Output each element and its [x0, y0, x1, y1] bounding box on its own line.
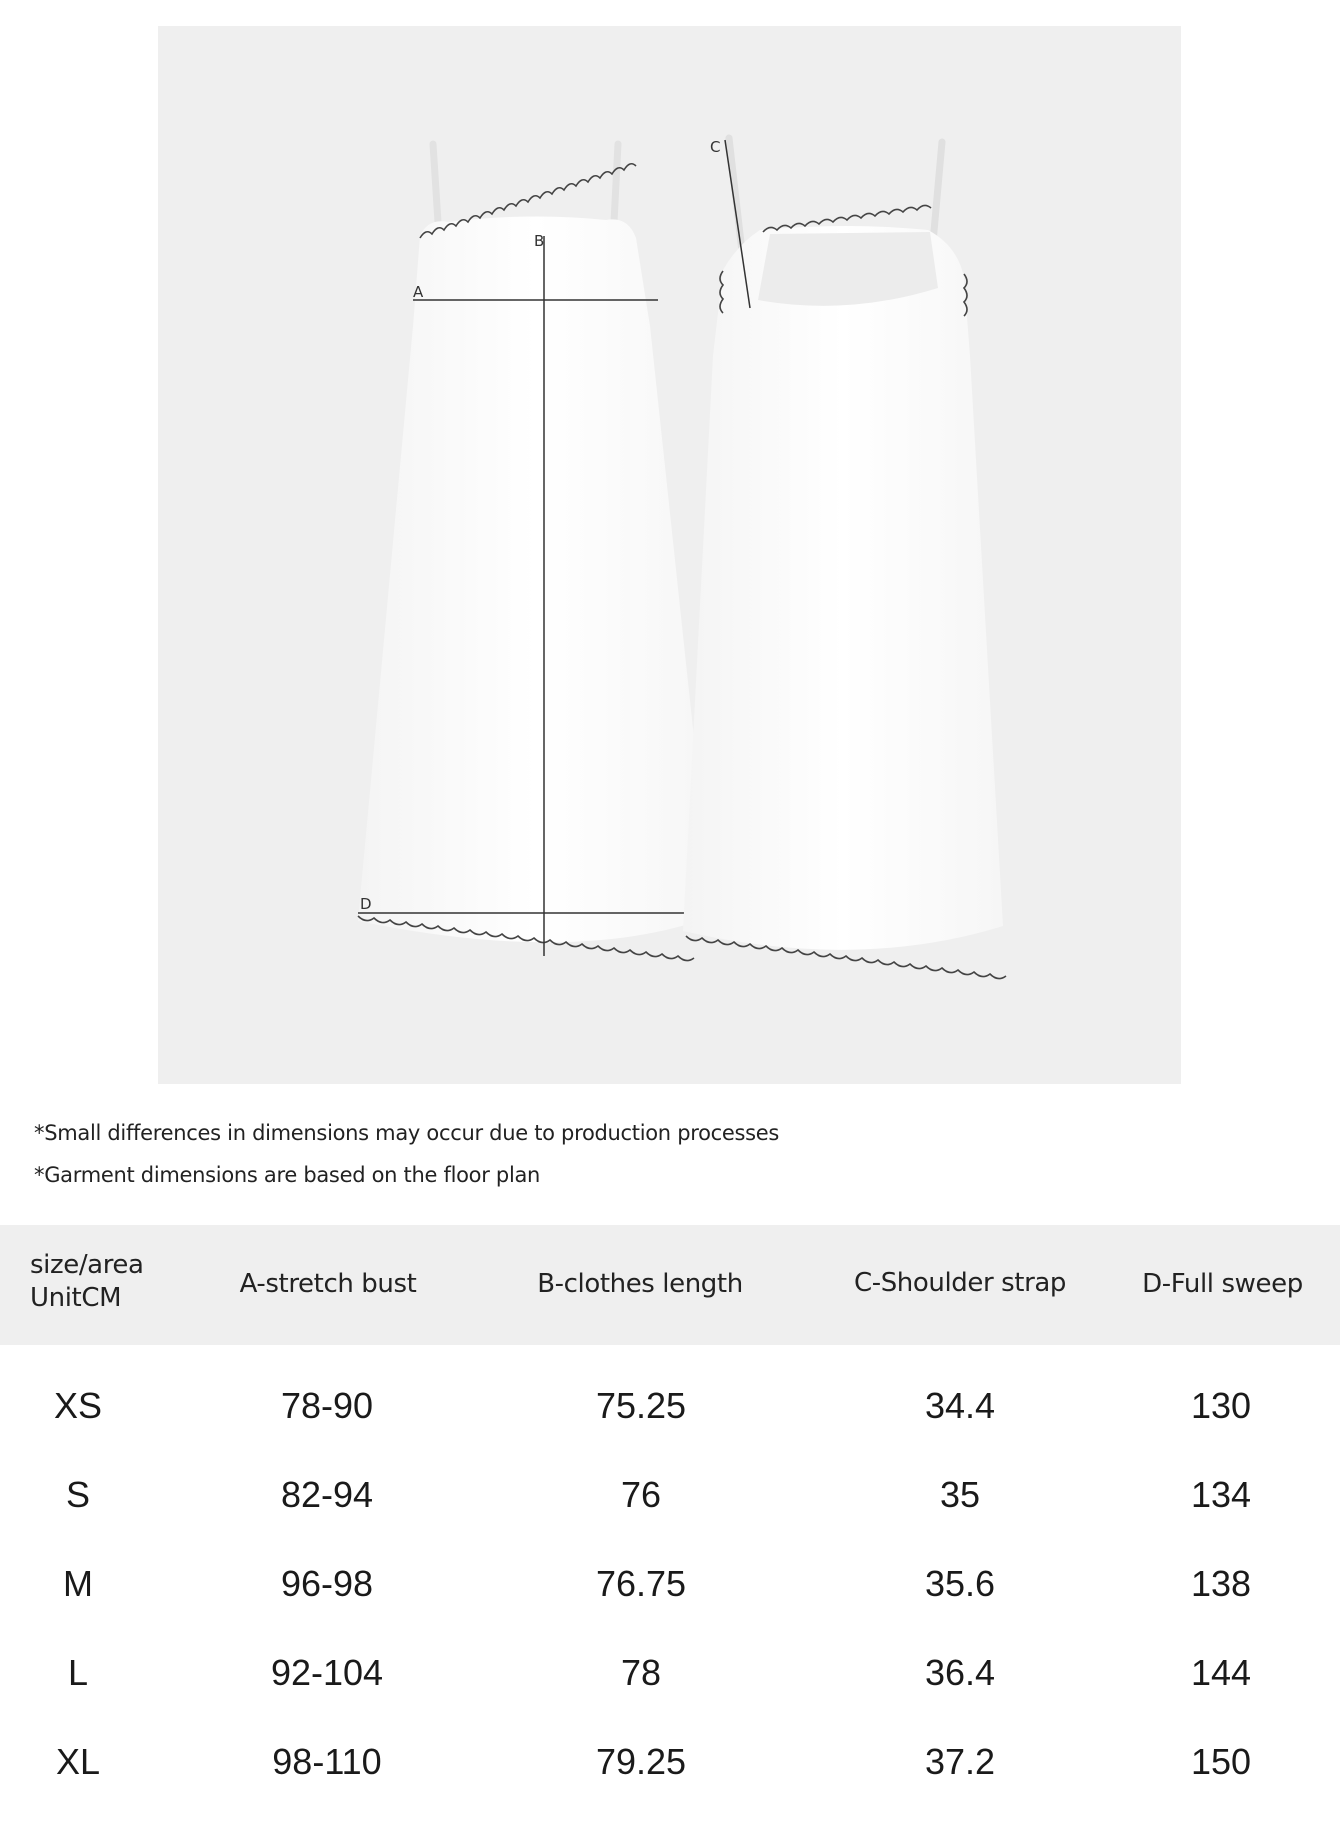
note-production-differences: *Small differences in dimensions may occur due to production processes	[34, 1121, 780, 1145]
cell-a: 98-110	[272, 1741, 382, 1782]
header-c-shoulder-strap: C-Shoulder strap	[853, 1268, 1067, 1298]
cell-b: 78	[620, 1652, 662, 1693]
cell-d: 138	[1190, 1563, 1252, 1604]
cell-b: 79.25	[595, 1741, 687, 1782]
table-row	[0, 1563, 1340, 1652]
cell-b: 76	[620, 1474, 662, 1515]
back-dress-view	[683, 138, 1006, 979]
cell-size: XS	[53, 1385, 103, 1426]
header-b-clothes-length: B-clothes length	[537, 1269, 743, 1299]
cell-a: 82-94	[280, 1474, 374, 1515]
front-dress-view	[358, 144, 714, 961]
cell-d: 134	[1190, 1474, 1252, 1515]
table-row	[0, 1385, 1340, 1474]
dress-diagram	[158, 26, 1181, 1084]
garment-measurement-figure	[158, 26, 1181, 1084]
cell-c: 35.6	[924, 1563, 996, 1604]
cell-d: 144	[1190, 1652, 1252, 1693]
header-d-full-sweep: D-Full sweep	[1142, 1269, 1303, 1299]
cell-size: S	[65, 1474, 90, 1515]
table-row	[0, 1741, 1340, 1830]
cell-c: 37.2	[924, 1741, 996, 1782]
table-row	[0, 1474, 1340, 1563]
cell-c: 36.4	[924, 1652, 996, 1693]
size-table-header	[0, 1225, 1340, 1345]
header-a-stretch-bust: A-stretch bust	[239, 1269, 417, 1299]
label-d: D	[360, 895, 372, 913]
cell-size: M	[63, 1563, 93, 1604]
cell-c: 35	[939, 1474, 981, 1515]
cell-d: 130	[1190, 1385, 1252, 1426]
cell-a: 96-98	[280, 1563, 374, 1604]
cell-d: 150	[1190, 1741, 1252, 1782]
cell-a: 78-90	[280, 1385, 374, 1426]
cell-a: 92-104	[270, 1652, 384, 1693]
cell-size: XL	[55, 1741, 101, 1782]
label-c: C	[710, 138, 721, 156]
note-floor-plan: *Garment dimensions are based on the floor plan	[34, 1163, 541, 1187]
cell-size: L	[67, 1652, 89, 1693]
header-size-area: size/area UnitCM	[30, 1250, 144, 1313]
table-row	[0, 1652, 1340, 1741]
label-b: B	[534, 232, 545, 250]
cell-b: 76.75	[595, 1563, 687, 1604]
cell-c: 34.4	[924, 1385, 996, 1426]
cell-b: 75.25	[595, 1385, 687, 1426]
label-a: A	[413, 283, 424, 301]
